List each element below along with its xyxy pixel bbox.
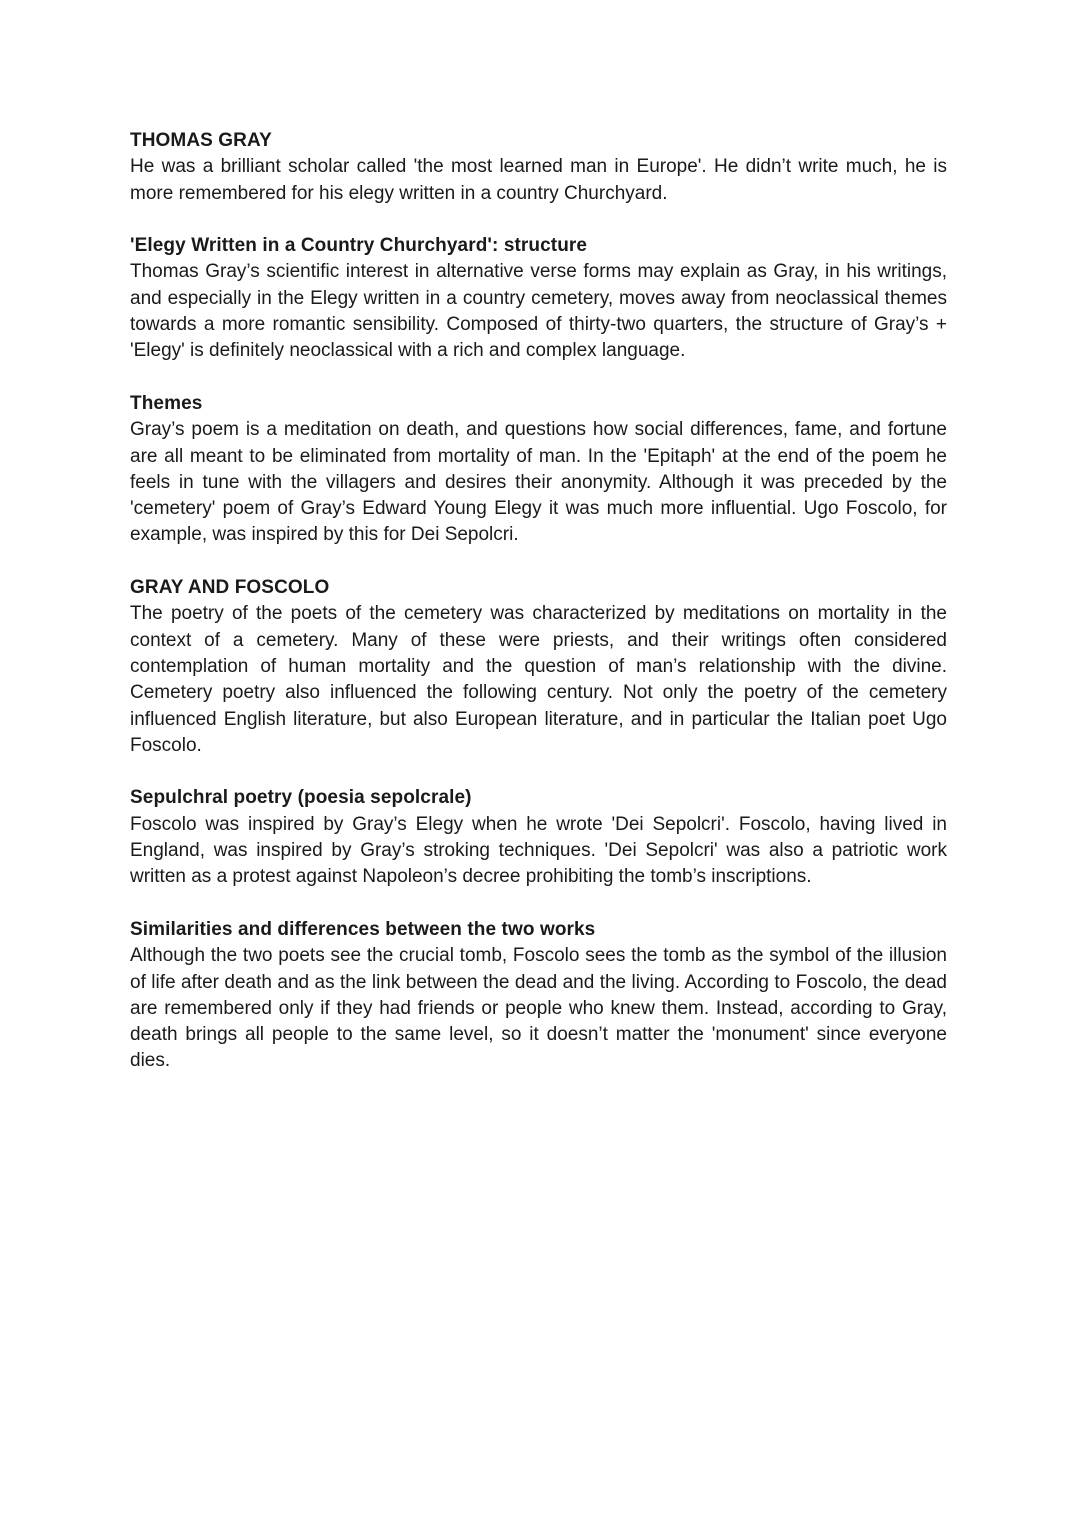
document-page	[130, 128, 947, 1101]
section-gray-and-foscolo	[130, 575, 947, 759]
section-paragraph: The poetry of the poets of the cemetery was characterized by meditations on mortality in the context of a cemetery. Many of these were priests, and their writings often considered contemplation of human mortality and the question of man’s relationship with the divine. Cemetery poetry also influenced the following century. Not only the poetry of the cemetery influenced English literature, but also European literature, and in particular the Italian poet Ugo Foscolo.	[130, 603, 947, 756]
section-heading: GRAY AND FOSCOLO	[130, 577, 330, 599]
section-paragraph: Foscolo was inspired by Gray’s Elegy when he wrote 'Dei Sepolcri'. Foscolo, having lived in England, was inspired by Gray’s stroking techniques. 'Dei Sepolcri' was also a patriotic work written as a protest against Napoleon’s decree prohibiting the tomb’s inscriptions.	[130, 813, 947, 888]
section-sepulchral-poetry	[130, 785, 947, 890]
section-heading: THOMAS GRAY	[130, 130, 272, 151]
section-heading: 'Elegy Written in a Country Churchyard': structure	[130, 235, 588, 257]
section-heading: Themes	[130, 392, 203, 414]
section-heading: Sepulchral poetry (poesia sepolcrale)	[130, 787, 472, 809]
section-heading: Similarities and differences between the two works	[130, 918, 596, 940]
section-paragraph: Although the two poets see the crucial tomb, Foscolo sees the tomb as the symbol of the illusion of life after death and as the link between the dead and the living. According to Foscolo, the dead are remembered only if they had friends or people who knew them. Instead, according to Gray, death brings all people to the same level, so it doesn’t matter the 'monument' since everyone dies.	[130, 945, 947, 1072]
section-similarities-differences	[130, 917, 947, 1075]
section-paragraph: Thomas Gray’s scientific interest in alternative verse forms may explain as Gray, in his writings, and especially in the Elegy written in a country cemetery, moves away from neoclassical themes towards a more romantic sensibility. Composed of thirty-two quarters, the structure of Gray’s + 'Elegy' is definitely neoclassical with a rich and complex language.	[130, 261, 947, 362]
section-thomas-gray	[130, 128, 947, 207]
section-elegy-structure	[130, 233, 947, 364]
section-paragraph: Gray’s poem is a meditation on death, and questions how social differences, fame, and fortune are all meant to be eliminated from mortality of man. In the 'Epitaph' at the end of the poem he feels in tune with the villagers and desires their anonymity. Although it was preceded by the 'cemetery' poem of Gray’s Edward Young Elegy it was much more influential. Ugo Foscolo, for example, was inspired by this for Dei Sepolcri.	[130, 419, 947, 546]
section-paragraph: He was a brilliant scholar called 'the most learned man in Europe'. He didn’t write much, he is more remembered for his elegy written in a country Churchyard.	[130, 156, 947, 204]
section-themes	[130, 391, 947, 549]
